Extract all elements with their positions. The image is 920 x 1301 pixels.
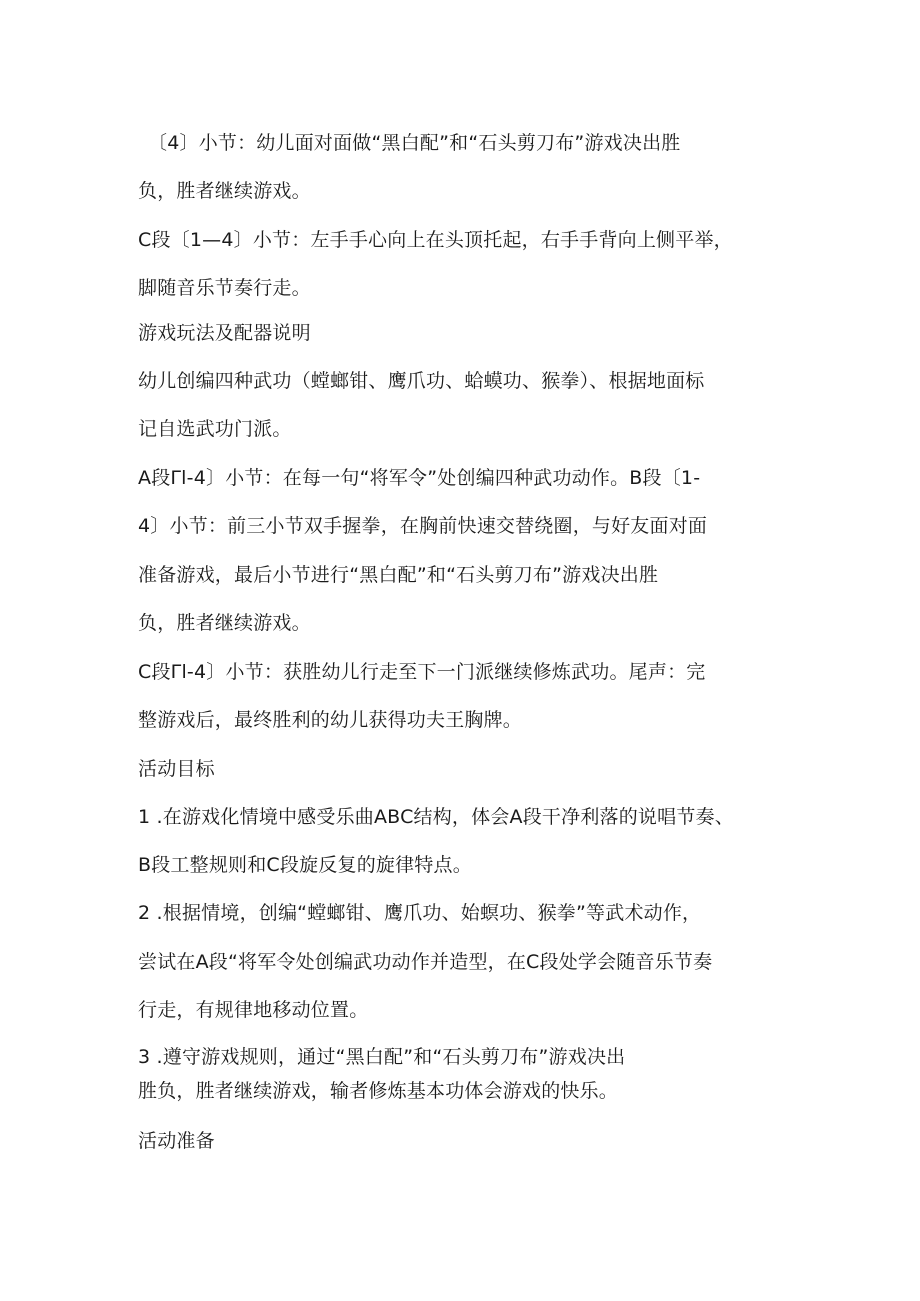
text-line: 脚随音乐节奏行走。 xyxy=(138,277,311,299)
section-heading: 活动准备 xyxy=(138,1130,215,1152)
text-line: 1 .在游戏化情境中感受乐曲ABC结构，体会A段干净利落的说唱节奏、 xyxy=(138,806,734,828)
text-line: 行走，有规律地移动位置。 xyxy=(138,999,369,1021)
section-heading: 活动目标 xyxy=(138,758,215,780)
text-line: 尝试在A段“将军令处创编武功动作并造型，在C段处学会随音乐节奏 xyxy=(138,951,713,973)
text-line: 负，胜者继续游戏。 xyxy=(138,612,311,634)
text-line: 负，胜者继续游戏。 xyxy=(138,180,311,202)
text-line: A段Γl-4〕小节：在每一句“将军令”处创编四种武功动作。B段〔1- xyxy=(138,467,701,489)
text-line: 幼儿创编四种武功（螳螂钳、鹰爪功、蛤蟆功、猴拳）、根据地面标 xyxy=(138,370,705,392)
text-line: 记自选武功门派。 xyxy=(138,418,292,440)
text-line: 2 .根据情境，创编“螳螂钳、鹰爪功、始螟功、猴拳”等武术动作， xyxy=(138,902,702,924)
text-line: 准备游戏，最后小节进行“黑白配”和“石头剪刀布”游戏决出胜 xyxy=(138,564,659,586)
text-line: C段〔1—4〕小节：左手手心向上在头顶托起，右手手背向上侧平举， xyxy=(138,229,733,251)
text-line: 胜负，胜者继续游戏，输者修炼基本功体会游戏的快乐。 xyxy=(138,1080,619,1102)
text-line: 3 .遵守游戏规则，通过“黑白配”和“石头剪刀布”游戏决出 xyxy=(138,1046,626,1068)
text-line: 〔4〕小节：幼儿面对面做“黑白配”和“石头剪刀布”游戏决出胜 xyxy=(148,132,681,154)
section-heading: 游戏玩法及配器说明 xyxy=(138,322,311,344)
text-line: 4〕小节：前三小节双手握拳，在胸前快速交替绕圈，与好友面对面 xyxy=(138,515,708,537)
text-line: C段Γl-4〕小节：获胜幼儿行走至下一门派继续修炼武功。尾声：完 xyxy=(138,661,706,683)
text-line: 整游戏后，最终胜利的幼儿获得功夫王胸牌。 xyxy=(138,709,523,731)
text-line: B段工整规则和C段旋反复的旋律特点。 xyxy=(138,854,472,876)
